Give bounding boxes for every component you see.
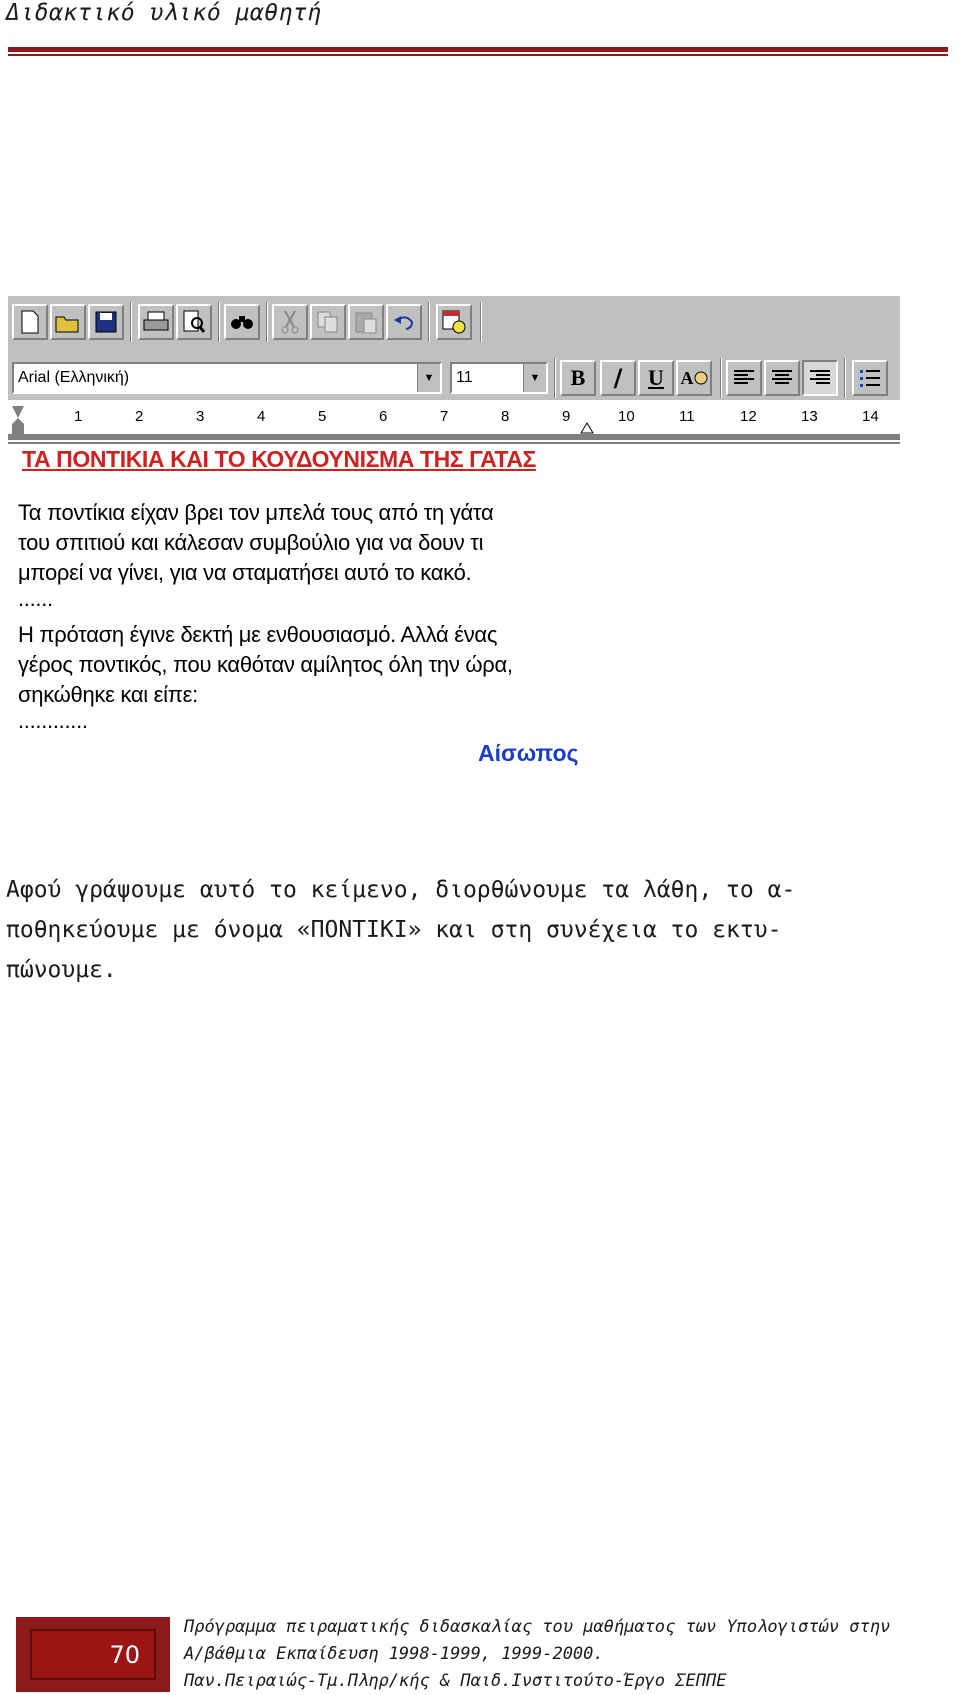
footer-line: Πρόγραμμα πειραματικής διδασκαλίας του μαθήματος των Υπολογιστών στην [184,1617,891,1637]
undo-icon[interactable] [386,304,422,340]
toolbar-separator [844,358,846,398]
document-title: ΤΑ ΠΟΝΤΙΚΙΑ ΚΑΙ ΤΟ ΚΟΥΔΟΥΝΙΣΜΑ ΤΗΣ ΓΑΤΑΣ [22,446,536,472]
font-name-value: Arial (Ελληνική) [18,369,130,386]
insert-date-icon[interactable] [436,304,472,340]
document-line: Τα ποντίκια είχαν βρει τον μπελά τους από τη γάτα [18,500,494,525]
align-left-icon[interactable] [726,360,762,396]
footer-line: Παν.Πειραιώς-Τμ.Πληρ/κής & Παιδ.Ινστιτούτο-Έργο ΣΕΠΠΕ [184,1671,727,1691]
document-line: Η πρόταση έγινε δεκτή με ενθουσιασμό. Αλλά ένας [18,622,498,647]
copy-icon[interactable] [310,304,346,340]
page-number: 70 [30,1629,156,1680]
ruler-number: 6 [379,408,388,425]
toolbar-separator [554,358,556,398]
instruction-text [6,870,956,990]
footer-line: Α/βάθμια Εκπαίδευση 1998-1999, 1999-2000. [184,1644,604,1664]
instruction-line: Αφού γράψουμε αυτό το κείμενο, διορθώνουμε τα λάθη, το α- [6,877,796,903]
instruction-line: πώνουμε. [6,957,117,983]
open-icon[interactable] [50,304,86,340]
document-line: μπορεί να γίνει, για να σταματήσει αυτό το κακό. [18,560,472,585]
print-preview-icon[interactable] [176,304,212,340]
ruler-edge [8,434,900,440]
chevron-down-icon[interactable]: ▼ [417,364,440,392]
document-line: ............ [18,708,88,733]
ruler-number: 13 [801,408,818,425]
toolbar-separator [130,302,132,342]
align-right-icon[interactable] [802,360,838,396]
bold-button[interactable] [560,360,596,396]
ruler-number: 9 [562,408,571,425]
ruler-number: 10 [618,408,635,425]
page-number-box [16,1617,170,1692]
ruler-number: 11 [679,408,695,425]
ruler-number: 12 [740,408,757,425]
word-processor-screenshot [8,296,900,782]
font-size-value: 11 [456,369,473,386]
ruler-number: 1 [74,408,83,425]
ruler-number: 7 [440,408,449,425]
ruler-number: 14 [862,408,879,425]
palette-icon [694,371,708,385]
document-line: του σπιτιού και κάλεσαν συμβούλιο για να δουν τι [18,530,484,555]
toolbar-separator [266,302,268,342]
paste-icon[interactable] [348,304,384,340]
toolbar-separator [428,302,430,342]
document-line: σηκώθηκε και είπε: [18,682,198,707]
underline-button-label: U [648,365,664,390]
ruler-number: 3 [196,408,205,425]
align-center-icon[interactable] [764,360,800,396]
print-icon[interactable] [138,304,174,340]
document-line: γέρος ποντικός, που καθόταν αμίλητος όλη την ώρα, [18,652,513,677]
indent-marker-icon[interactable] [12,406,24,436]
ruler-number: 8 [501,408,510,425]
cut-icon[interactable] [272,304,308,340]
toolbar-separator [480,302,482,342]
toolbar-separator [720,358,722,398]
toolbar-separator [218,302,220,342]
ruler[interactable] [8,400,900,444]
instruction-line: ποθηκεύουμε με όνομα «ΠΟΝΤΙΚΙ» και στη συνέχεια το εκτυ- [6,917,782,943]
header-rule [8,47,948,56]
document-area[interactable] [8,444,900,782]
ruler-number: 4 [257,408,266,425]
find-icon[interactable] [224,304,260,340]
tab-stop-icon[interactable] [580,422,594,434]
italic-button-label: / [613,364,623,392]
document-author: Αίσωπος [478,740,579,766]
underline-button[interactable] [638,360,674,396]
document-line: ...... [18,586,53,611]
page-header-title: Διδακτικό υλικό μαθητή [6,0,322,26]
ruler-number: 2 [135,408,144,425]
bullets-icon[interactable] [852,360,888,396]
formatting-toolbar [8,352,900,400]
font-color-button[interactable] [676,360,712,396]
footer-text [184,1614,954,1695]
new-icon[interactable] [12,304,48,340]
ruler-number: 5 [318,408,327,425]
italic-button[interactable] [600,360,636,396]
chevron-down-icon[interactable]: ▼ [523,364,546,392]
save-icon[interactable] [88,304,124,340]
bold-button-label: B [570,365,586,390]
font-color-label: A [680,367,694,388]
font-size-select[interactable] [450,362,548,394]
font-name-select[interactable] [12,362,442,394]
standard-toolbar [8,296,900,353]
